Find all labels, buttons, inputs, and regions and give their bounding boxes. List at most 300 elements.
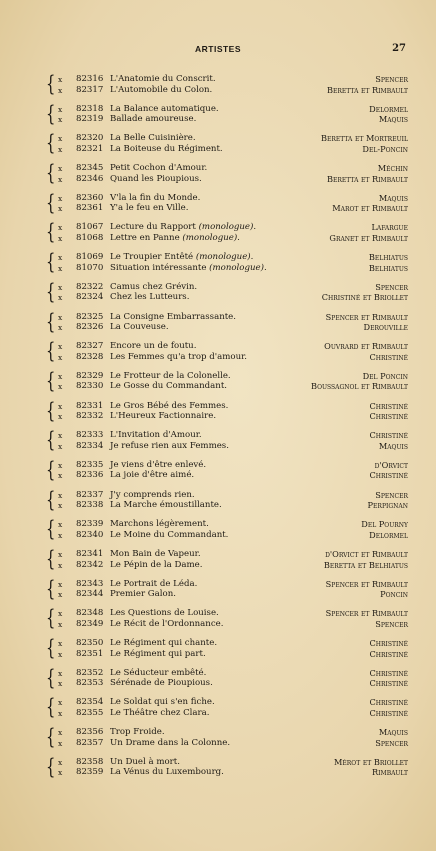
x-mark: x [58, 85, 63, 95]
section-title: ARTISTES [194, 44, 242, 54]
song-title-note: (monologue). [182, 232, 240, 243]
song-title [110, 549, 201, 560]
record-number: 82349 [76, 618, 104, 629]
song-title-text: L'Automobile du Colon. [110, 84, 213, 95]
song-title-text: Petit Cochon d'Amour. [110, 163, 208, 174]
record-line [0, 74, 436, 85]
record-number: 82360 [76, 192, 104, 203]
song-title-text: V'la la fin du Monde. [110, 192, 201, 203]
record-line [0, 381, 436, 392]
brace-mark: { [46, 339, 56, 364]
artist-name: Spencer et Rimbault [325, 311, 408, 322]
brace-mark: { [46, 754, 56, 779]
x-mark: x [58, 639, 63, 649]
artist-name: Derouville [363, 322, 408, 332]
x-mark: x [58, 460, 63, 470]
record-number: 82352 [76, 667, 104, 678]
record-number: 82359 [76, 767, 104, 778]
record-line [0, 500, 436, 511]
song-title-text: Mon Bain de Vapeur. [110, 549, 201, 559]
artist-name: Spencer [375, 281, 408, 292]
record-number: 82330 [76, 381, 104, 392]
song-title [110, 708, 209, 719]
artist-name: Maquis [378, 114, 408, 125]
record-line [0, 341, 436, 352]
song-title-text: La Marche émoustillante. [110, 500, 222, 511]
song-title [110, 767, 224, 778]
song-title-text: L'Anatomie du Conscrit. [110, 74, 216, 84]
record-line [0, 649, 436, 660]
record-number: 82335 [76, 459, 104, 470]
x-mark: x [58, 560, 63, 570]
x-mark: x [58, 768, 63, 778]
artist-name: Christiné [369, 470, 408, 481]
x-mark: x [58, 223, 63, 233]
record-line [0, 163, 436, 174]
record-number: 81069 [76, 252, 104, 263]
x-mark: x [58, 75, 63, 84]
brace-mark: { [46, 279, 56, 304]
record-line [0, 560, 436, 571]
record-line [0, 441, 436, 452]
x-mark: x [58, 312, 63, 322]
record-number: 82342 [76, 559, 104, 570]
song-title-text: Sérénade de Pioupious. [110, 678, 213, 689]
record-line [0, 263, 436, 274]
song-title-text: Trop Froide. [110, 727, 165, 738]
artist-name: Christiné [369, 648, 408, 659]
song-title-text: Chez les Lutteurs. [110, 292, 190, 303]
song-title [110, 292, 189, 303]
artist-name: Del Pourny [361, 519, 408, 530]
song-title [110, 222, 256, 233]
record-number: 82341 [76, 549, 104, 559]
brace-mark: { [46, 665, 56, 690]
record-line [0, 193, 436, 204]
x-mark: x [58, 609, 63, 619]
brace-mark: { [46, 457, 56, 482]
artist-name: Del Poncin [362, 370, 408, 381]
artist-name: d'Orvict et Rimbault [325, 549, 408, 559]
record-number: 82328 [76, 351, 104, 362]
song-title-text: Les Femmes qu'a trop d'amour. [110, 351, 247, 362]
artist-name: d'Orvict [374, 459, 408, 470]
artist-name: Christiné et Briollet [321, 292, 408, 303]
record-line [0, 144, 436, 155]
x-mark: x [58, 757, 63, 767]
artist-name: Christiné [369, 430, 408, 441]
x-mark: x [58, 431, 63, 441]
brace-mark: { [46, 725, 56, 750]
x-mark: x [58, 649, 63, 659]
artist-name: Boussagnol et Rimbault [311, 381, 408, 392]
artist-name: Maquis [378, 727, 408, 738]
song-title-text: Le Séducteur embêté. [110, 667, 207, 678]
song-title-text: Le Gosse du Commandant. [110, 381, 228, 392]
song-title [110, 560, 202, 571]
record-pair [0, 279, 436, 312]
song-title-text: Encore un de foutu. [110, 341, 197, 352]
record-pair [0, 133, 436, 163]
artist-name: Beretta et Belhiatus [323, 559, 408, 570]
artist-name: Christiné [369, 667, 408, 678]
brace-mark: { [46, 72, 56, 96]
record-line [0, 470, 436, 481]
brace-mark: { [46, 606, 56, 631]
song-title [110, 203, 188, 214]
record-number: 82322 [76, 281, 104, 292]
record-line [0, 589, 436, 600]
x-mark: x [58, 193, 63, 203]
x-mark: x [58, 668, 63, 678]
song-title [110, 263, 267, 274]
record-pair [0, 549, 436, 579]
record-line [0, 371, 436, 382]
record-pair [0, 222, 436, 252]
song-title [110, 163, 207, 174]
x-mark: x [58, 412, 63, 422]
record-line [0, 312, 436, 323]
record-number: 82324 [76, 292, 104, 303]
page-number: 27 [392, 43, 406, 54]
record-pair [0, 368, 436, 401]
record-number: 82319 [76, 114, 104, 125]
song-title-text: Camus chez Grévin. [110, 281, 198, 292]
record-number: 82354 [76, 697, 104, 708]
song-title-text: Je viens d'être enlevé. [110, 459, 207, 470]
artist-name: Belhiatus [368, 252, 408, 263]
song-title [110, 233, 240, 244]
record-line [0, 85, 436, 96]
song-title-note: (monologue). [209, 262, 267, 273]
record-line [0, 708, 436, 719]
artist-name: Delormel [369, 529, 408, 540]
song-title-text: L'Heureux Factionnaire. [110, 411, 217, 422]
x-mark: x [58, 164, 63, 174]
record-pair [0, 309, 436, 342]
record-number: 82340 [76, 529, 104, 540]
record-number: 82350 [76, 638, 104, 649]
x-mark: x [58, 352, 63, 362]
artist-name: Spencer [375, 737, 408, 748]
brace-mark: { [46, 695, 56, 720]
record-line [0, 579, 436, 590]
x-mark: x [58, 441, 63, 451]
song-title-text: Le Gros Bébé des Femmes. [110, 400, 229, 411]
brace-mark: { [46, 309, 56, 334]
x-mark: x [58, 282, 63, 292]
artist-name: Spencer et Rimbault [325, 578, 408, 589]
brace-mark: { [46, 398, 56, 423]
artist-name: Maquis [378, 440, 408, 451]
record-pair [0, 487, 436, 520]
x-mark: x [58, 550, 63, 559]
x-mark: x [58, 382, 63, 392]
song-title-text: Le Soldat qui s'en fiche. [110, 697, 215, 708]
record-number: 82318 [76, 103, 104, 114]
song-title [110, 174, 202, 185]
record-line [0, 697, 436, 708]
record-pair [0, 341, 436, 371]
artist-name: Spencer [375, 618, 408, 629]
song-title [110, 252, 253, 263]
song-title [110, 608, 219, 619]
song-title-text: Un Drame dans la Colonne. [110, 737, 231, 748]
song-title-text: La joie d'être aimé. [110, 470, 195, 481]
x-mark: x [58, 619, 63, 629]
artist-name: Del-Poncin [362, 143, 408, 154]
brace-mark: { [46, 101, 56, 126]
artist-name: Christiné [369, 707, 408, 718]
song-title-text: La Balance automatique. [110, 103, 219, 114]
record-number: 81068 [76, 232, 104, 243]
song-title [110, 312, 236, 323]
artist-name: Poncin [380, 589, 408, 600]
artist-name: Spencer [375, 489, 408, 500]
artist-name: Spencer [375, 74, 408, 84]
record-pair [0, 519, 436, 549]
record-number: 82358 [76, 756, 104, 767]
record-number: 82344 [76, 589, 104, 600]
artist-name: Delormel [369, 103, 408, 114]
x-mark: x [58, 698, 63, 708]
record-line [0, 104, 436, 115]
record-number: 82361 [76, 203, 104, 214]
artist-name: Beretta et Rimbault [327, 84, 408, 95]
record-pair [0, 638, 436, 668]
song-title-text: Un Duel à mort. [110, 756, 180, 767]
song-title-text: L'Invitation d'Amour. [110, 430, 202, 441]
artist-name: Maquis [378, 192, 408, 203]
record-number: 82355 [76, 707, 104, 718]
record-line [0, 174, 436, 185]
record-number: 82325 [76, 311, 104, 322]
artist-name: Rimbault [372, 767, 408, 778]
artist-name: Marot et Rimbault [332, 203, 408, 214]
x-mark: x [58, 263, 63, 273]
x-mark: x [58, 530, 63, 540]
song-title-text: Le Régiment qui part. [110, 648, 206, 659]
x-mark: x [58, 401, 63, 411]
record-line [0, 638, 436, 649]
record-line [0, 727, 436, 738]
record-line [0, 252, 436, 263]
song-title [110, 678, 213, 689]
brace-mark: { [46, 190, 56, 215]
song-title [110, 411, 216, 422]
brace-mark: { [46, 428, 56, 453]
x-mark: x [58, 728, 63, 738]
record-line [0, 678, 436, 689]
x-mark: x [58, 679, 63, 689]
artist-name: Lafargue [371, 222, 408, 233]
song-title [110, 133, 196, 144]
x-mark: x [58, 253, 63, 263]
record-line [0, 767, 436, 778]
song-title-text: Le Pépin de la Dame. [110, 559, 203, 570]
brace-mark: { [46, 250, 56, 275]
artist-name: Beretta et Mortreuil [320, 133, 408, 144]
record-pair [0, 190, 436, 223]
page-header [0, 44, 436, 58]
song-title [110, 530, 228, 541]
record-number: 82329 [76, 370, 104, 381]
record-pair [0, 727, 436, 757]
song-title [110, 619, 223, 630]
record-number: 82333 [76, 430, 104, 441]
artist-name: Christiné [369, 678, 408, 689]
record-pair [0, 74, 436, 104]
artist-name: Beretta et Rimbault [327, 173, 408, 184]
x-mark: x [58, 144, 63, 154]
x-mark: x [58, 134, 63, 144]
song-title [110, 85, 212, 96]
song-title [110, 579, 197, 590]
song-title-note: (monologue). [195, 252, 254, 263]
record-list [0, 74, 436, 787]
record-line [0, 203, 436, 214]
record-number: 81067 [76, 222, 104, 233]
x-mark: x [58, 323, 63, 332]
song-title [110, 381, 227, 392]
song-title-text: Ballade amoureuse. [110, 114, 197, 125]
song-title [110, 490, 195, 501]
song-title-text: Les Questions de Louise. [110, 608, 219, 619]
record-line [0, 352, 436, 363]
song-title [110, 371, 231, 382]
record-number: 82332 [76, 411, 104, 422]
x-mark: x [58, 204, 63, 214]
artist-name: Christiné [369, 697, 408, 708]
song-title-text: Y'a le feu en Ville. [110, 203, 189, 214]
record-line [0, 738, 436, 749]
record-pair [0, 457, 436, 490]
record-pair [0, 576, 436, 609]
record-line [0, 401, 436, 412]
song-title [110, 519, 209, 530]
brace-mark: { [46, 161, 56, 186]
record-line [0, 519, 436, 530]
x-mark: x [58, 293, 63, 303]
record-pair [0, 608, 436, 638]
song-title [110, 649, 206, 660]
record-line [0, 411, 436, 422]
x-mark: x [58, 104, 63, 114]
record-number: 82331 [76, 400, 104, 411]
record-line [0, 668, 436, 679]
record-number: 82334 [76, 440, 104, 451]
song-title [110, 193, 200, 204]
song-title-text: Le Théâtre chez Clara. [110, 707, 210, 718]
song-title [110, 430, 202, 441]
record-number: 82326 [76, 322, 104, 332]
song-title-text: Lecture du Rapport [110, 222, 196, 233]
song-title-text: Premier Galon. [110, 589, 176, 600]
record-line [0, 322, 436, 333]
record-number: 82357 [76, 737, 104, 748]
song-title-text: Le Portrait de Léda. [110, 578, 198, 589]
x-mark: x [58, 342, 63, 352]
artist-name: Méchin [377, 163, 408, 174]
artist-name: Ouvrard et Rimbault [324, 341, 408, 352]
record-line [0, 233, 436, 244]
x-mark: x [58, 590, 63, 600]
song-title [110, 470, 194, 481]
song-title-text: Situation intéressante [110, 262, 207, 273]
record-line [0, 549, 436, 560]
record-number: 82343 [76, 578, 104, 589]
x-mark: x [58, 174, 63, 184]
x-mark: x [58, 233, 63, 243]
record-line [0, 608, 436, 619]
record-number: 82316 [76, 74, 104, 84]
record-line [0, 222, 436, 233]
record-number: 81070 [76, 262, 104, 273]
song-title [110, 697, 215, 708]
song-title [110, 322, 169, 333]
song-title [110, 282, 197, 293]
record-number: 82320 [76, 133, 104, 144]
record-number: 82338 [76, 500, 104, 511]
record-pair [0, 697, 436, 727]
brace-mark: { [46, 547, 56, 571]
record-pair [0, 665, 436, 698]
song-title [110, 738, 230, 749]
record-line [0, 292, 436, 303]
record-pair [0, 398, 436, 431]
record-number: 82351 [76, 648, 104, 659]
song-title-text: La Couveuse. [110, 322, 169, 332]
brace-mark: { [46, 576, 56, 601]
artist-name: Perpignan [367, 500, 408, 511]
record-pair [0, 163, 436, 193]
record-line [0, 133, 436, 144]
record-line [0, 490, 436, 501]
artist-name: Christiné [369, 351, 408, 362]
song-title-text: Lettre en Panne [110, 232, 180, 243]
song-title-text: La Belle Cuisinière. [110, 133, 196, 144]
brace-mark: { [46, 131, 56, 156]
song-title [110, 144, 223, 155]
artist-name: Christiné [369, 411, 408, 422]
x-mark: x [58, 115, 63, 125]
song-title-text: J'y comprends rien. [110, 489, 195, 500]
record-number: 82356 [76, 727, 104, 738]
record-line [0, 114, 436, 125]
artist-name: Granet et Rimbault [329, 232, 408, 243]
song-title [110, 500, 222, 511]
song-title [110, 401, 228, 412]
song-title-text: Le Frotteur de la Colonelle. [110, 370, 231, 381]
record-line [0, 282, 436, 293]
song-title [110, 104, 219, 115]
x-mark: x [58, 520, 63, 530]
record-number: 82336 [76, 470, 104, 481]
song-title-text: Marchons légèrement. [110, 519, 209, 530]
record-pair [0, 430, 436, 460]
song-title-text: Quand les Pioupious. [110, 173, 202, 184]
artist-name: Mérot et Briollet [334, 756, 408, 767]
record-line [0, 430, 436, 441]
brace-mark: { [46, 220, 56, 245]
record-number: 82346 [76, 173, 104, 184]
record-pair [0, 754, 436, 787]
song-title-text: La Consigne Embarrassante. [110, 311, 236, 322]
x-mark: x [58, 490, 63, 500]
song-title-text: Je refuse rien aux Femmes. [110, 440, 229, 451]
song-title [110, 74, 216, 85]
record-number: 82317 [76, 84, 104, 95]
